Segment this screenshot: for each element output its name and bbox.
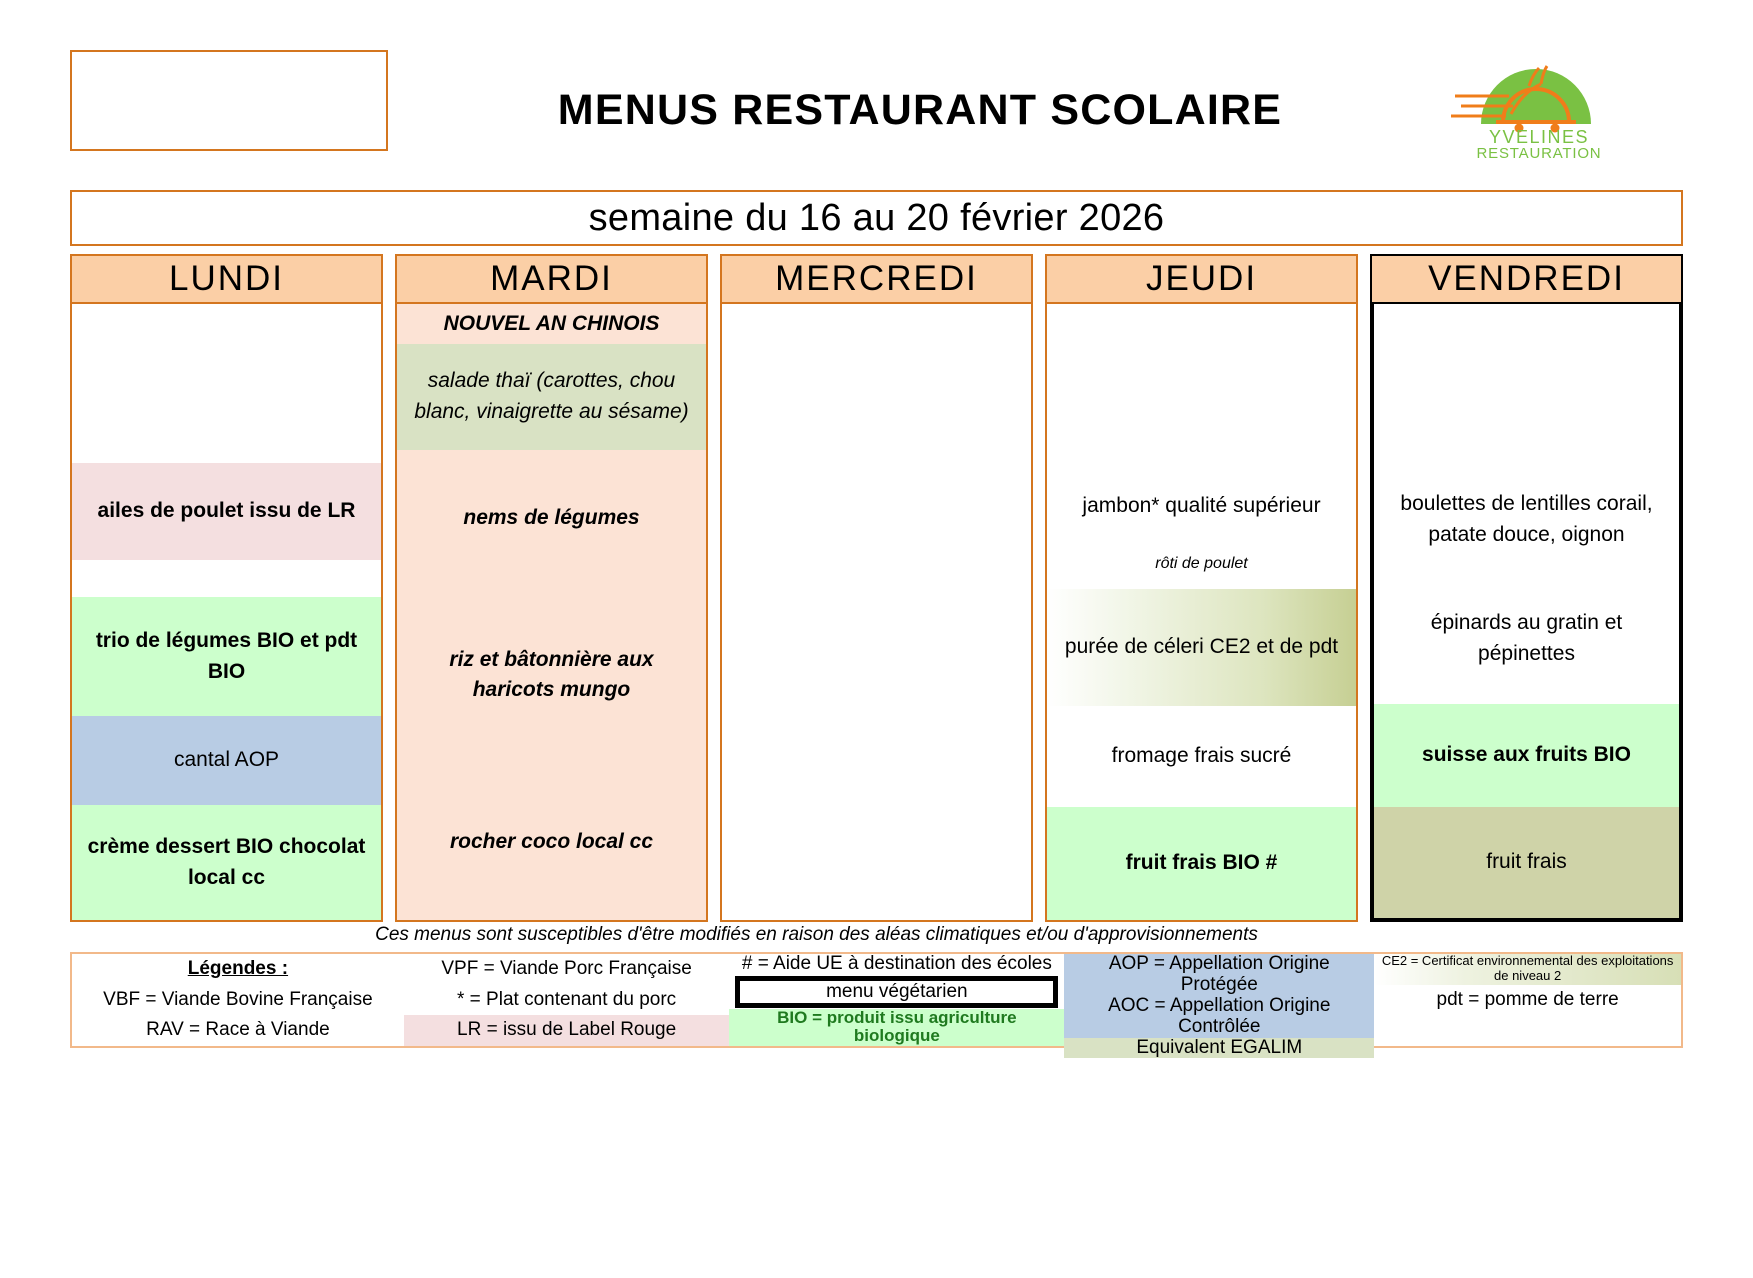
menu-item-text: suisse aux fruits BIO xyxy=(1422,743,1631,767)
brand-line-2: RESTAURATION xyxy=(1476,145,1602,162)
day-name-label: VENDREDI xyxy=(1428,259,1625,298)
menu-item-cell xyxy=(72,463,381,560)
day-column-jeudi xyxy=(1045,254,1358,922)
day-body-mardi xyxy=(395,304,708,922)
legend-entry xyxy=(1064,954,1374,996)
day-body-jeudi xyxy=(1045,304,1358,922)
legend-entry-text: menu végétarien xyxy=(826,980,968,1002)
menu-item-text: fruit frais xyxy=(1486,850,1567,874)
disclaimer-text: Ces menus sont susceptibles d'être modifiés en raison des aléas climatiques et/ou d'approvisionnements xyxy=(375,924,1258,945)
legend-column-1 xyxy=(72,954,404,1046)
menu-item-text: épinards au gratin et pépinettes xyxy=(1430,611,1623,665)
menu-empty-cell xyxy=(72,304,381,463)
day-body-vendredi xyxy=(1370,304,1683,922)
menu-item-text: jambon* qualité supérieur xyxy=(1082,494,1321,518)
legend-block xyxy=(70,952,1683,1058)
day-name-label: JEUDI xyxy=(1145,259,1258,298)
legend-entry xyxy=(404,954,730,985)
legend-entry xyxy=(729,954,1064,975)
day-name-label: LUNDI xyxy=(168,259,285,298)
menu-empty-cell xyxy=(72,560,381,597)
menu-empty-cell xyxy=(722,304,1031,920)
menu-item-cell xyxy=(397,764,706,920)
week-label: semaine du 16 au 20 février 2026 xyxy=(588,196,1165,239)
legend-entry-text: # = Aide UE à destination des écoles xyxy=(741,953,1052,975)
day-body-mercredi xyxy=(720,304,1033,922)
menu-item-text: salade thaï (carottes, chou blanc, vinaigrette au sésame) xyxy=(414,369,689,423)
legend-entry-text: RAV = Race à Viande xyxy=(146,1019,330,1041)
menu-item-cell xyxy=(1047,706,1356,807)
legend-entry-text: Légendes : xyxy=(187,957,289,979)
menu-item-text: rôti de poulet xyxy=(1155,554,1248,572)
days-grid xyxy=(70,254,1683,922)
legend-entry xyxy=(72,954,404,985)
menu-item-text: cantal AOP xyxy=(173,748,280,772)
page-title: MENUS RESTAURANT SCOLAIRE xyxy=(557,86,1283,134)
legend-entry xyxy=(72,985,404,1016)
legend-entry xyxy=(404,985,730,1016)
day-name-label: MARDI xyxy=(490,259,613,298)
week-bar xyxy=(70,190,1683,246)
legend-entry-text: AOP = Appellation Origine Protégée xyxy=(1108,953,1330,995)
day-column-lundi xyxy=(70,254,383,922)
legend-entry xyxy=(735,976,1058,1007)
menu-item-text: boulettes de lentilles corail, patate douce, oignon xyxy=(1400,492,1653,546)
legend-entry xyxy=(1374,1015,1681,1046)
legend-entry xyxy=(1374,985,1681,1016)
day-header-jeudi xyxy=(1045,254,1358,304)
legend-entry xyxy=(1064,1038,1374,1059)
legend-column-3 xyxy=(729,954,1064,1046)
menu-item-cell xyxy=(1374,573,1679,704)
menu-item-cell xyxy=(397,344,706,450)
menu-item-text: nems de légumes xyxy=(463,505,640,529)
day-column-mercredi xyxy=(720,254,1033,922)
menu-item-cell xyxy=(72,597,381,716)
brand-line-1: YVELINES xyxy=(1488,127,1590,147)
legend-entry-text: LR = issu de Label Rouge xyxy=(457,1019,677,1041)
menu-item-cell xyxy=(1047,807,1356,920)
legend-entry xyxy=(1374,954,1681,985)
menu-item-text: ailes de poulet issu de LR xyxy=(97,499,356,523)
day-header-vendredi xyxy=(1370,254,1683,304)
menu-item-text: crème dessert BIO chocolat local cc xyxy=(87,835,366,889)
page-header xyxy=(70,38,1683,178)
menu-item-text: trio de légumes BIO et pdt BIO xyxy=(95,629,358,683)
menu-item-text: fromage frais sucré xyxy=(1111,744,1292,768)
legend-entry-text: VPF = Viande Porc Française xyxy=(441,957,692,979)
menu-item-text: riz et bâtonnière aux haricots mungo xyxy=(449,647,654,702)
yvelines-restauration-logo xyxy=(1451,38,1631,162)
menu-item-text: NOUVEL AN CHINOIS xyxy=(443,311,660,335)
menu-item-cell xyxy=(397,450,706,586)
menu-item-cell xyxy=(1047,538,1356,589)
legend-column-2 xyxy=(404,954,730,1046)
legend-entry xyxy=(1064,996,1374,1038)
day-body-lundi xyxy=(70,304,383,922)
menu-item-cell xyxy=(1047,589,1356,706)
day-name-label: MERCREDI xyxy=(775,259,978,298)
menu-item-cell xyxy=(72,805,381,920)
legend-entry xyxy=(404,1015,730,1046)
menu-item-cell xyxy=(1374,807,1679,918)
menu-empty-cell xyxy=(1374,304,1679,466)
day-header-lundi xyxy=(70,254,383,304)
menu-item-cell xyxy=(1047,475,1356,537)
menu-item-text: fruit frais BIO # xyxy=(1125,851,1278,875)
day-header-mardi xyxy=(395,254,708,304)
menu-item-cell xyxy=(1374,704,1679,807)
legend-entry-text: CE2 = Certificat environnemental des exploitations de niveau 2 xyxy=(1381,953,1674,984)
legend-entry-text: VBF = Viande Bovine Française xyxy=(103,988,373,1010)
menu-item-cell xyxy=(72,716,381,805)
logo-placeholder-box xyxy=(70,50,388,151)
legend-entry xyxy=(729,1009,1064,1046)
menu-empty-cell xyxy=(1047,304,1356,475)
legend-entry-text: pdt = pomme de terre xyxy=(1436,988,1619,1010)
legend-column-5 xyxy=(1374,954,1681,1046)
day-column-mardi xyxy=(395,254,708,922)
menu-item-cell xyxy=(1374,466,1679,573)
day-header-mercredi xyxy=(720,254,1033,304)
menu-item-cell xyxy=(397,304,706,344)
legend-entry-text: AOC = Appellation Origine Contrôlée xyxy=(1108,994,1331,1037)
menu-item-text: rocher coco local cc xyxy=(449,830,654,853)
legend-entry-text: Equivalent EGALIM xyxy=(1136,1036,1303,1058)
legend-entry xyxy=(72,1015,404,1046)
menu-page xyxy=(0,38,1753,1278)
legend-entry-text: BIO = produit issu agriculture biologique xyxy=(777,1007,1017,1046)
day-column-vendredi xyxy=(1370,254,1683,922)
menu-item-cell xyxy=(397,586,706,765)
menu-item-text: purée de céleri CE2 et de pdt xyxy=(1064,634,1339,658)
legend-entry-text: * = Plat contenant du porc xyxy=(457,988,677,1010)
legend-column-4 xyxy=(1064,953,1374,1058)
